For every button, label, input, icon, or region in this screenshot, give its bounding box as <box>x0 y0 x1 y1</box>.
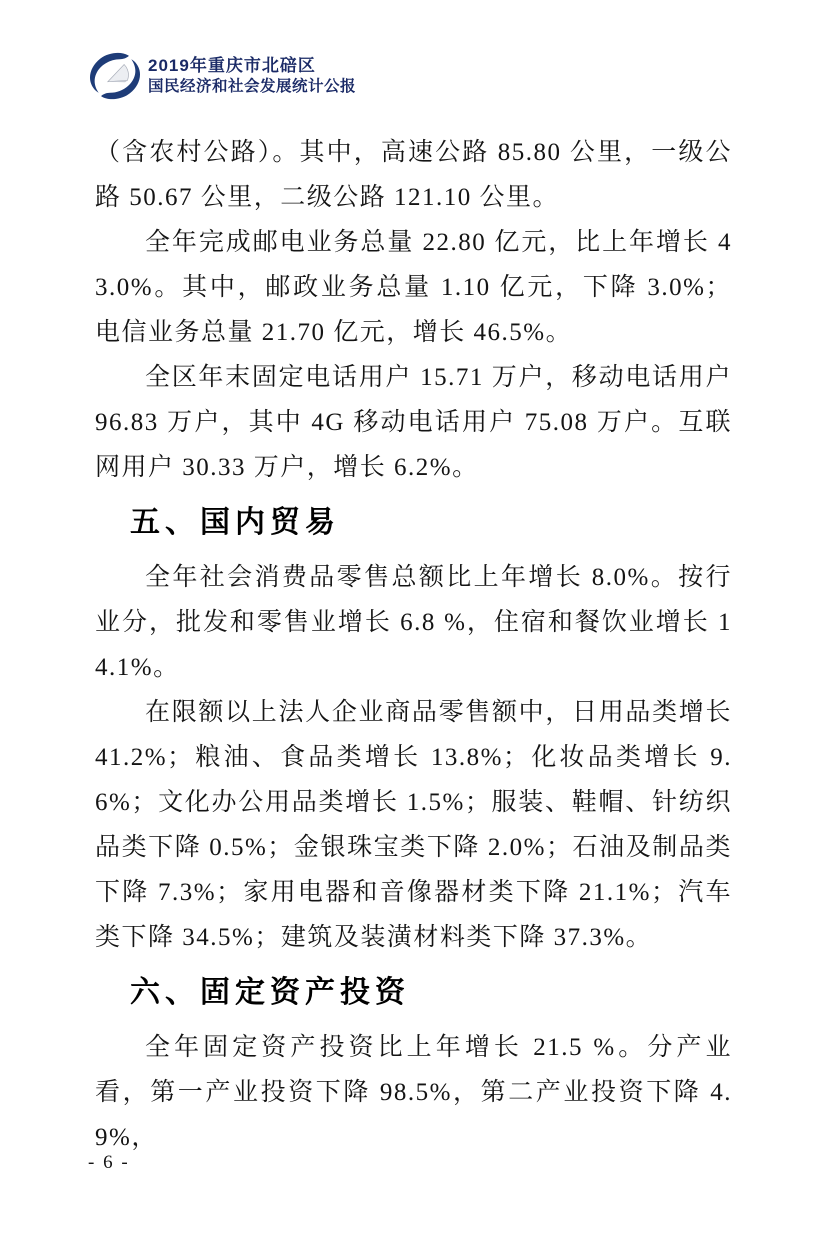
page-number: - 6 - <box>88 1152 130 1173</box>
paragraph-post-telecom: 全年完成邮电业务总量 22.80 亿元，比上年增长 43.0%。其中，邮政业务总量 1.10 亿元，下降 3.0%；电信业务总量 21.70 亿元，增长 46.5%。 <box>95 229 732 346</box>
paragraph-road-continuation: （含农村公路）。其中，高速公路 85.80 公里，一级公路 50.67 公里，二级公路 121.10 公里。 <box>95 139 732 211</box>
paragraph-investment: 全年固定资产投资比上年增长 21.5 %。分产业看，第一产业投资下降 98.5%，第二产业投资下降 4.9%， <box>95 1034 732 1151</box>
statistics-bureau-logo-icon <box>88 52 142 100</box>
paragraph-retail-categories: 在限额以上法人企业商品零售额中，日用品类增长 41.2%；粮油、食品类增长 13.8%；化妆品类增长 9.6%；文化办公用品类增长 1.5%；服装、鞋帽、针纺织品类下降 0.5%；金银珠宝类下降 2.0%；石油及制品类下降 7.3%；家用电器和音像器材类下降 21.1%；汽车类下降 34.5%；建筑及装潢材料类下降 37.3%。 <box>95 699 732 951</box>
paragraph-retail-total: 全年社会消费品零售总额比上年增长 8.0%。按行业分，批发和零售业增长 6.8 %，住宿和餐饮业增长 14.1%。 <box>95 564 732 681</box>
header-title-line1: 2019年重庆市北碚区 <box>148 56 316 76</box>
document-body <box>95 130 732 1160</box>
header-title-line2: 国民经济和社会发展统计公报 <box>148 77 357 95</box>
header-titles <box>148 56 356 95</box>
section-heading-domestic-trade: 五、国内贸易 <box>130 506 340 539</box>
page-footer <box>88 1152 130 1174</box>
document-header <box>88 52 356 100</box>
section-heading-fixed-asset-investment: 六、固定资产投资 <box>130 976 410 1009</box>
paragraph-phone-users: 全区年末固定电话用户 15.71 万户，移动电话用户 96.83 万户，其中 4G 移动电话用户 75.08 万户。互联网用户 30.33 万户，增长 6.2%。 <box>95 364 732 481</box>
